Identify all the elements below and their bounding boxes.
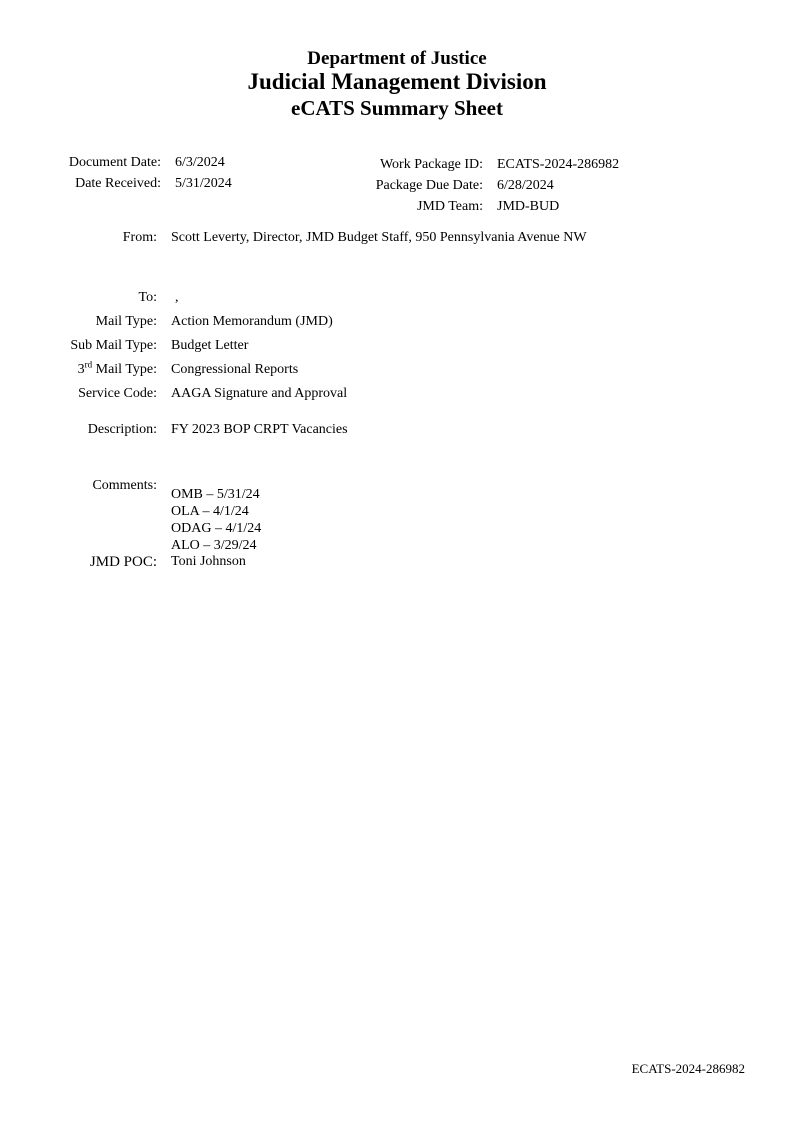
comment-line: OLA – 4/1/24 <box>171 504 249 519</box>
jmd-poc-label: JMD POC: <box>89 554 157 570</box>
from-value: Scott Leverty, Director, JMD Budget Staff, 950 Pennsylvania Avenue NW <box>171 230 587 245</box>
third-mail-type-value: Congressional Reports <box>171 362 299 377</box>
document-date-label: Document Date: <box>68 155 161 170</box>
to-value: , <box>175 290 179 305</box>
mail-type-value: Action Memorandum (JMD) <box>171 314 333 329</box>
sub-mail-type-label: Sub Mail Type: <box>70 338 157 353</box>
comment-line: ODAG – 4/1/24 <box>171 521 262 536</box>
to-label: To: <box>138 290 157 305</box>
jmd-poc-value: Toni Johnson <box>171 554 246 569</box>
third-mail-type-label: 3rd Mail Type: <box>77 359 157 377</box>
work-package-id-label: Work Package ID: <box>379 157 483 172</box>
package-due-date-label: Package Due Date: <box>375 178 483 193</box>
header-division: Judicial Management Division <box>247 69 547 94</box>
description-label: Description: <box>87 422 157 437</box>
date-received-value: 5/31/2024 <box>175 176 232 191</box>
sub-mail-type-value: Budget Letter <box>171 338 249 353</box>
service-code-label: Service Code: <box>78 386 157 401</box>
package-due-date-value: 6/28/2024 <box>497 178 554 193</box>
footer-package-id: ECATS-2024-286982 <box>631 1061 745 1076</box>
comment-line: ALO – 3/29/24 <box>171 538 257 553</box>
date-received-label: Date Received: <box>75 176 161 191</box>
work-package-id-value: ECATS-2024-286982 <box>497 157 620 172</box>
page-title: eCATS Summary Sheet <box>291 96 503 120</box>
comments-label: Comments: <box>92 478 157 493</box>
description-value: FY 2023 BOP CRPT Vacancies <box>171 422 348 437</box>
header-department: Department of Justice <box>307 48 487 69</box>
document-date-value: 6/3/2024 <box>175 155 225 170</box>
comments-list <box>171 486 261 554</box>
comment-line: OMB – 5/31/24 <box>171 487 260 502</box>
jmd-team-value: JMD-BUD <box>497 199 560 214</box>
service-code-value: AAGA Signature and Approval <box>171 386 348 401</box>
jmd-team-label: JMD Team: <box>416 199 483 214</box>
from-label: From: <box>122 230 157 245</box>
mail-type-label: Mail Type: <box>95 314 157 329</box>
